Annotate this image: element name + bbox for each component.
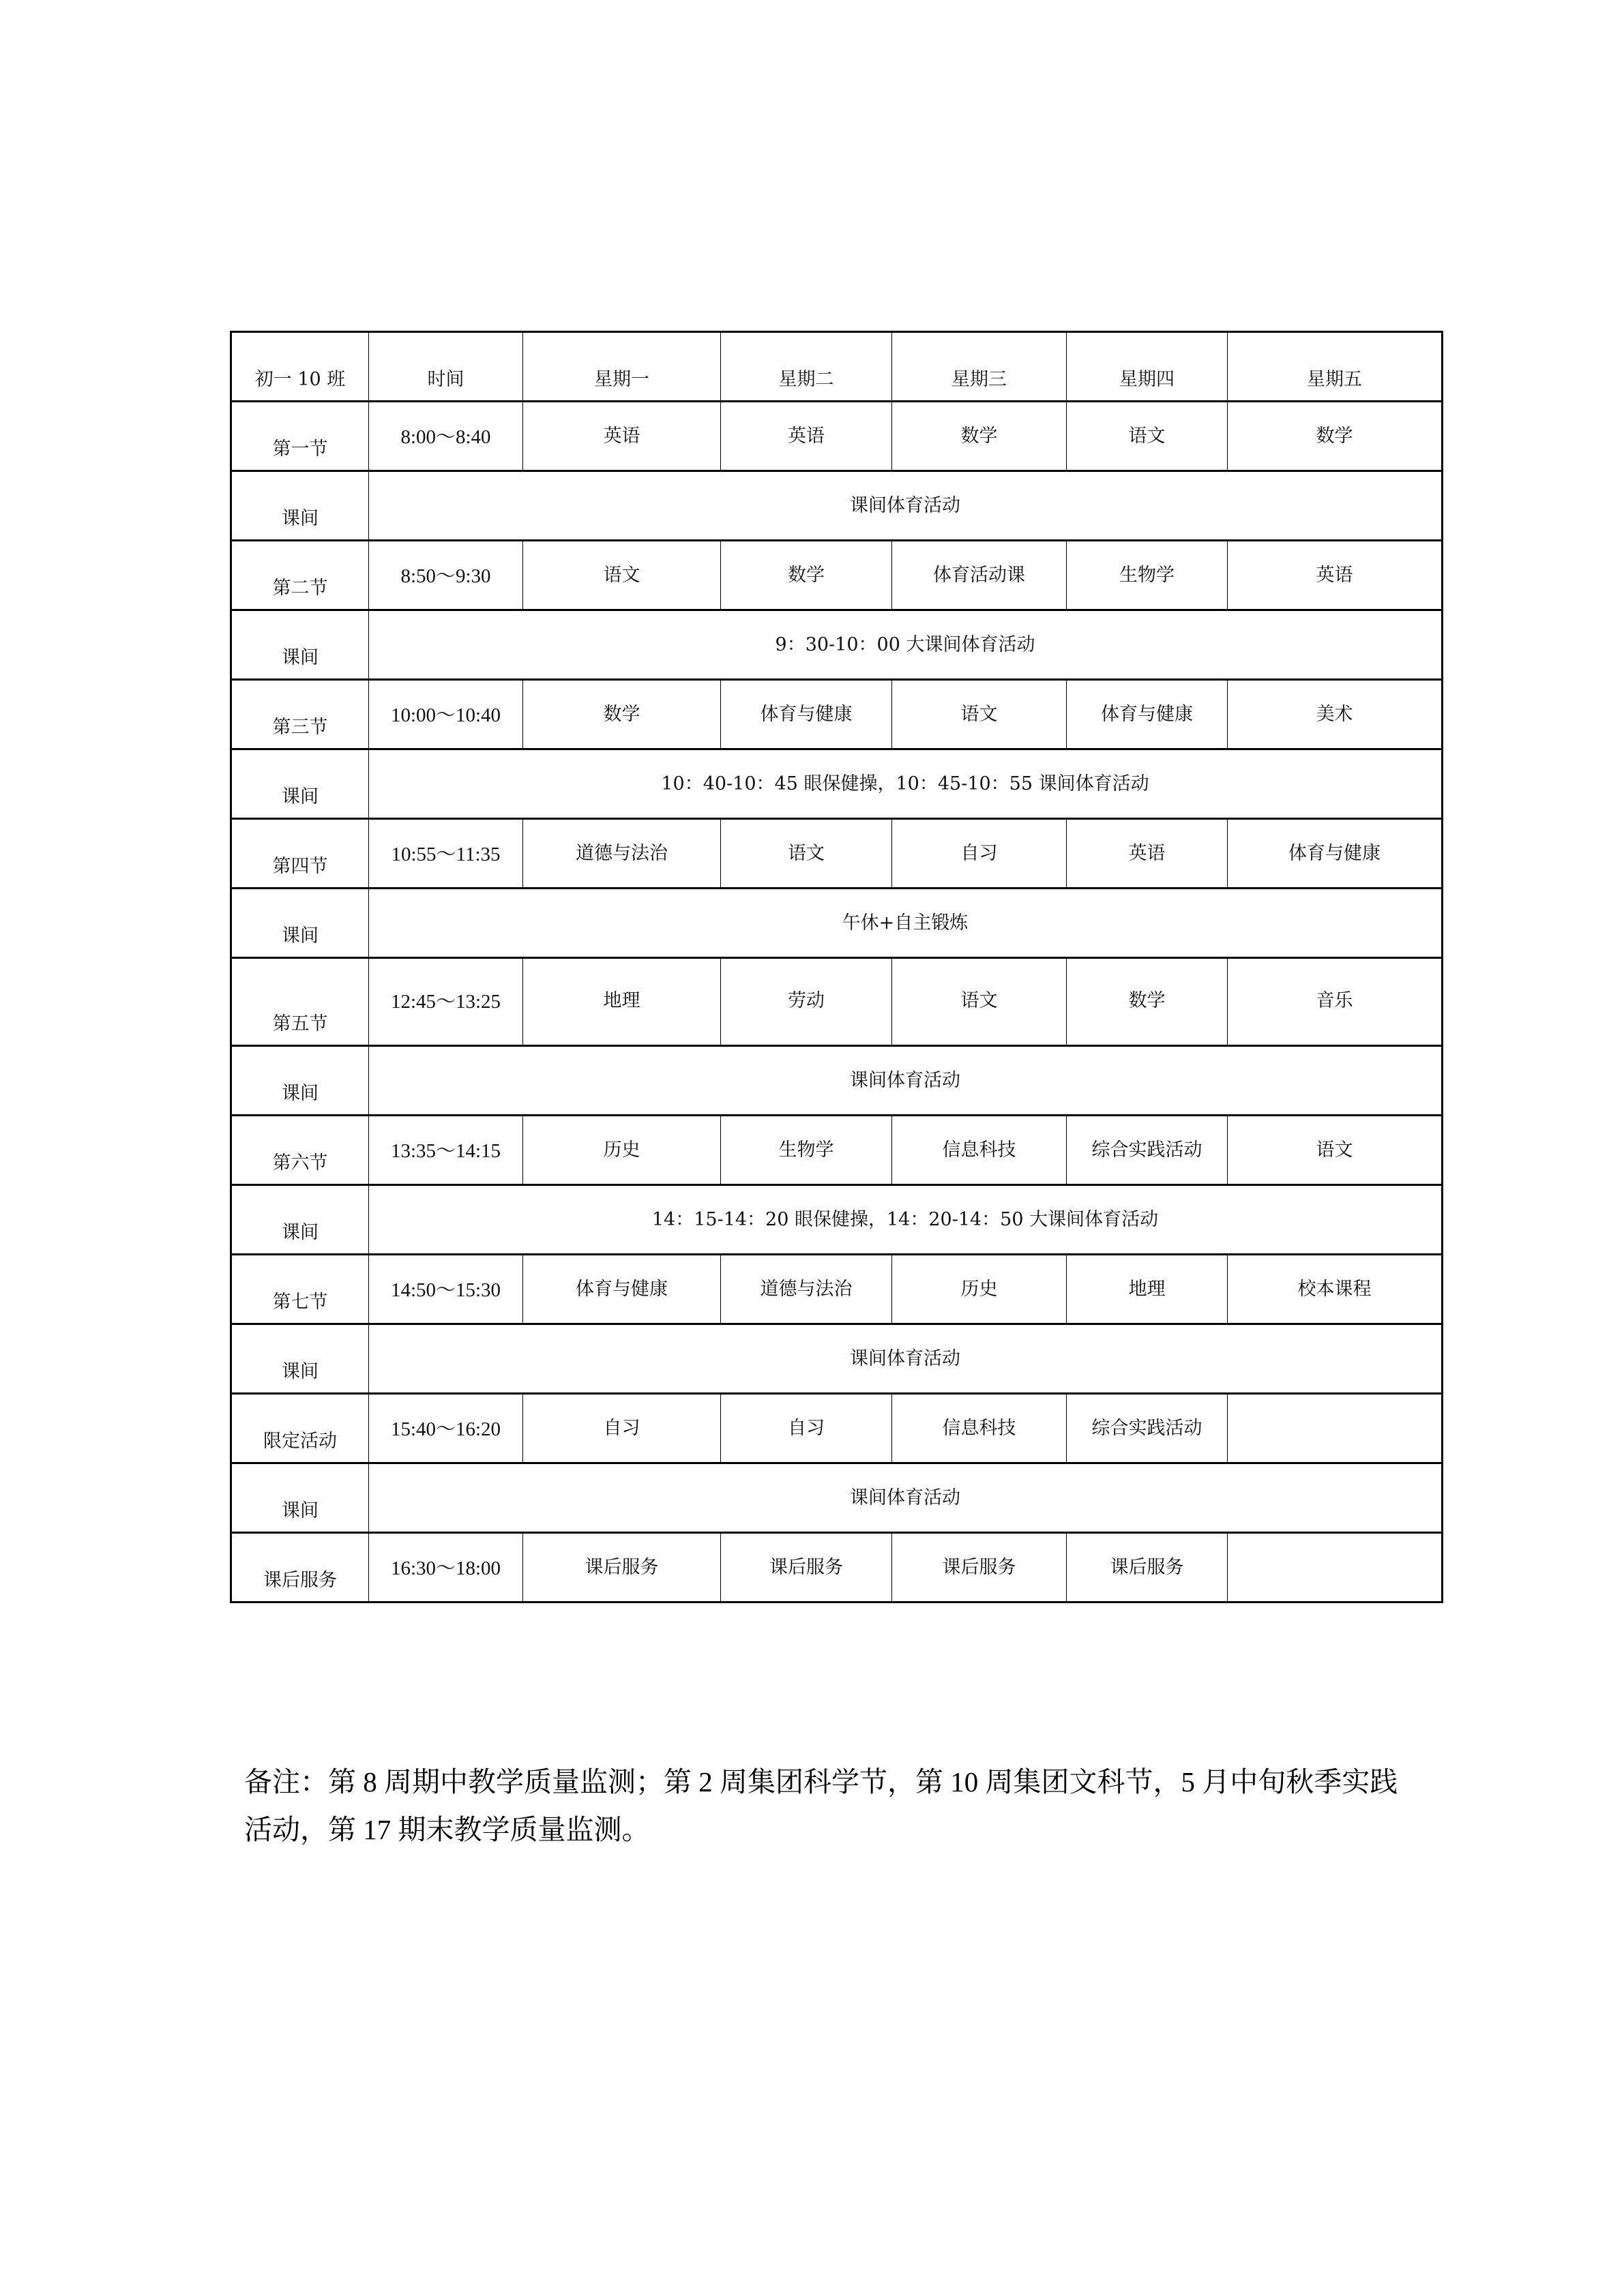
subject-cell: 生物学 (1067, 541, 1228, 610)
subject-cell (1228, 1533, 1443, 1602)
subject-cell: 道德与法治 (523, 819, 721, 889)
lesson-row (231, 541, 1443, 610)
header-tuesday: 星期二 (721, 332, 892, 402)
break-activity: 课间体育活动 (369, 1463, 1443, 1533)
lesson-row (231, 402, 1443, 471)
subject-cell: 自习 (892, 819, 1067, 889)
subject-cell: 生物学 (721, 1116, 892, 1185)
header-class: 初一 10 班 (231, 332, 369, 402)
break-row (231, 610, 1443, 680)
subject-cell: 课后服务 (721, 1533, 892, 1602)
remarks-note: 备注：第 8 周期中教学质量监测；第 2 周集团科学节，第 10 周集团文科节，5 月中旬秋季实践活动，第 17 期末教学质量监测。 (244, 1766, 1398, 1845)
subject-cell: 数学 (1067, 958, 1228, 1046)
period-label: 课间 (231, 471, 369, 541)
period-label: 第四节 (231, 819, 369, 889)
break-activity: 9：30-10：00 大课间体育活动 (369, 610, 1443, 680)
period-label: 第六节 (231, 1116, 369, 1185)
period-label: 课间 (231, 1324, 369, 1394)
subject-cell: 体育与健康 (1228, 819, 1443, 889)
break-row (231, 1324, 1443, 1394)
period-label: 课间 (231, 1463, 369, 1533)
break-activity: 10：40-10：45 眼保健操，10：45-10：55 课间体育活动 (369, 749, 1443, 819)
lesson-row (231, 1116, 1443, 1185)
break-row (231, 1046, 1443, 1116)
period-label: 第二节 (231, 541, 369, 610)
subject-cell: 语文 (523, 541, 721, 610)
period-label: 课后服务 (231, 1533, 369, 1602)
subject-cell: 劳动 (721, 958, 892, 1046)
subject-cell: 数学 (721, 541, 892, 610)
period-label: 课间 (231, 1046, 369, 1116)
subject-cell: 历史 (523, 1116, 721, 1185)
subject-cell: 校本课程 (1228, 1255, 1443, 1324)
period-label: 第七节 (231, 1255, 369, 1324)
break-activity: 14：15-14：20 眼保健操，14：20-14：50 大课间体育活动 (369, 1185, 1443, 1255)
period-label: 课间 (231, 889, 369, 958)
period-label: 第三节 (231, 680, 369, 749)
subject-cell: 体育与健康 (1067, 680, 1228, 749)
subject-cell: 信息科技 (892, 1116, 1067, 1185)
header-wednesday: 星期三 (892, 332, 1067, 402)
subject-cell: 地理 (523, 958, 721, 1046)
subject-cell: 体育与健康 (721, 680, 892, 749)
subject-cell: 音乐 (1228, 958, 1443, 1046)
subject-cell: 自习 (721, 1394, 892, 1463)
period-time: 16:30～18:00 (369, 1533, 523, 1602)
break-activity: 午休+自主锻炼 (369, 889, 1443, 958)
subject-cell: 数学 (892, 402, 1067, 471)
lesson-row (231, 1394, 1443, 1463)
period-label: 课间 (231, 1185, 369, 1255)
subject-cell: 信息科技 (892, 1394, 1067, 1463)
period-time: 8:00～8:40 (369, 402, 523, 471)
break-activity: 课间体育活动 (369, 471, 1443, 541)
period-label: 课间 (231, 749, 369, 819)
header-time: 时间 (369, 332, 523, 402)
period-label: 第一节 (231, 402, 369, 471)
header-thursday: 星期四 (1067, 332, 1228, 402)
subject-cell: 综合实践活动 (1067, 1116, 1228, 1185)
header-friday: 星期五 (1228, 332, 1443, 402)
subject-cell: 英语 (721, 402, 892, 471)
subject-cell: 体育活动课 (892, 541, 1067, 610)
subject-cell: 体育与健康 (523, 1255, 721, 1324)
subject-cell: 课后服务 (1067, 1533, 1228, 1602)
subject-cell (1228, 1394, 1443, 1463)
subject-cell: 语文 (1228, 1116, 1443, 1185)
subject-cell: 语文 (892, 680, 1067, 749)
header-row (231, 332, 1443, 402)
subject-cell: 历史 (892, 1255, 1067, 1324)
lesson-row (231, 958, 1443, 1046)
break-row (231, 749, 1443, 819)
subject-cell: 语文 (1067, 402, 1228, 471)
period-time: 14:50～15:30 (369, 1255, 523, 1324)
period-time: 10:00～10:40 (369, 680, 523, 749)
break-activity: 课间体育活动 (369, 1324, 1443, 1394)
period-time: 10:55～11:35 (369, 819, 523, 889)
subject-cell: 英语 (523, 402, 721, 471)
subject-cell: 美术 (1228, 680, 1443, 749)
period-time: 13:35～14:15 (369, 1116, 523, 1185)
period-time: 15:40～16:20 (369, 1394, 523, 1463)
break-row (231, 1185, 1443, 1255)
period-label: 第五节 (231, 958, 369, 1046)
subject-cell: 英语 (1228, 541, 1443, 610)
break-row (231, 889, 1443, 958)
subject-cell: 自习 (523, 1394, 721, 1463)
period-time: 12:45～13:25 (369, 958, 523, 1046)
period-label: 限定活动 (231, 1394, 369, 1463)
break-row (231, 471, 1443, 541)
class-timetable (230, 331, 1443, 1603)
lesson-row (231, 1255, 1443, 1324)
header-monday: 星期一 (523, 332, 721, 402)
lesson-row (231, 819, 1443, 889)
subject-cell: 数学 (523, 680, 721, 749)
subject-cell: 英语 (1067, 819, 1228, 889)
period-label: 课间 (231, 610, 369, 680)
subject-cell: 综合实践活动 (1067, 1394, 1228, 1463)
break-activity: 课间体育活动 (369, 1046, 1443, 1116)
subject-cell: 语文 (892, 958, 1067, 1046)
break-row (231, 1463, 1443, 1533)
subject-cell: 地理 (1067, 1255, 1228, 1324)
period-time: 8:50～9:30 (369, 541, 523, 610)
subject-cell: 语文 (721, 819, 892, 889)
lesson-row (231, 1533, 1443, 1602)
subject-cell: 课后服务 (523, 1533, 721, 1602)
subject-cell: 道德与法治 (721, 1255, 892, 1324)
subject-cell: 课后服务 (892, 1533, 1067, 1602)
subject-cell: 数学 (1228, 402, 1443, 471)
timetable-body (231, 332, 1443, 1602)
lesson-row (231, 680, 1443, 749)
